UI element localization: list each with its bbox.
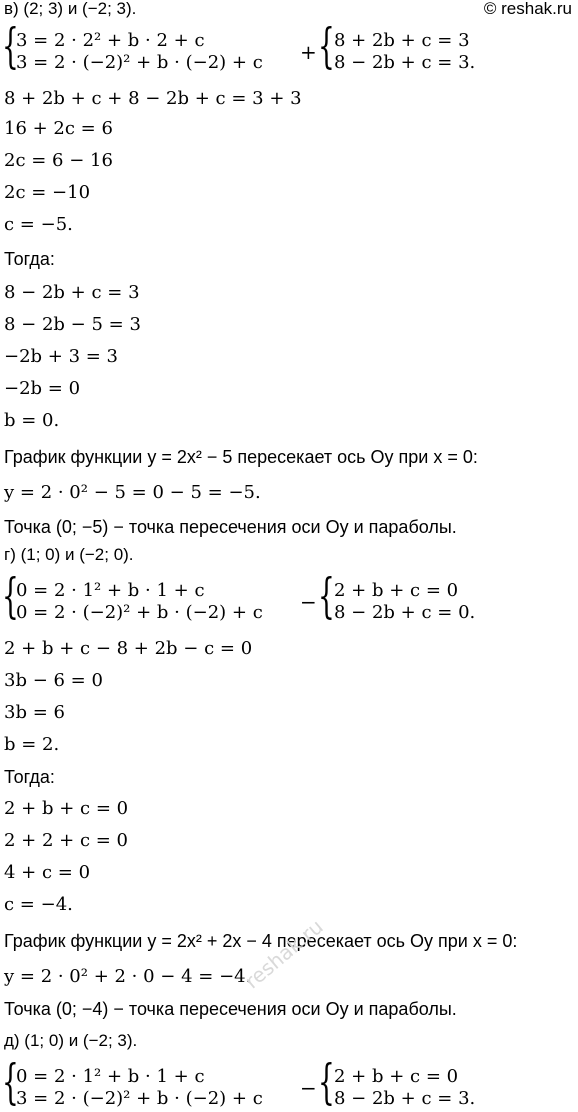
section-g-step2-1: 2 + b + c = 0 bbox=[4, 798, 129, 819]
section-g-system1-eq1: 0 = 2 · 1² + b · 1 + c bbox=[16, 580, 205, 601]
section-g-system1-eq2: 0 = 2 · (−2)² + b · (−2) + c bbox=[16, 602, 263, 623]
section-d-system1-eq2: 3 = 2 · (−2)² + b · (−2) + c bbox=[16, 1088, 263, 1109]
section-g-brace-left: { bbox=[2, 568, 19, 624]
section-v-step-1: 8 + 2b + c + 8 − 2b + c = 3 + 3 bbox=[4, 88, 302, 109]
section-v-system2-eq1: 8 + 2b + c = 3 bbox=[334, 30, 470, 51]
section-v-system2-eq2: 8 − 2b + c = 3. bbox=[334, 52, 476, 73]
section-v-system1-eq2: 3 = 2 · (−2)² + b · (−2) + c bbox=[16, 52, 263, 73]
section-g-step2-2: 2 + 2 + c = 0 bbox=[4, 830, 129, 851]
section-v-point: Точка (0; −5) − точка пересечения оси Oy и параболы. bbox=[4, 517, 457, 537]
section-v-step-4: 2c = −10 bbox=[4, 182, 91, 203]
section-g-then: Тогда: bbox=[4, 767, 55, 787]
section-g-step-1: 2 + b + c − 8 + 2b − c = 0 bbox=[4, 638, 253, 659]
section-d-operation: − bbox=[300, 1076, 317, 1100]
section-g-step-2: 3b − 6 = 0 bbox=[4, 670, 103, 691]
section-v-system1-eq1: 3 = 2 · 2² + b · 2 + c bbox=[16, 30, 205, 51]
section-g-brace-right: { bbox=[318, 568, 335, 624]
section-v-calc: y = 2 · 0² − 5 = 0 − 5 = −5. bbox=[4, 482, 261, 503]
section-g-step-3: 3b = 6 bbox=[4, 702, 65, 723]
section-g-point: Точка (0; −4) − точка пересечения оси Oy и параболы. bbox=[4, 999, 457, 1019]
section-v-step-5: c = −5. bbox=[4, 214, 73, 235]
section-v-step-3: 2c = 6 − 16 bbox=[4, 150, 113, 171]
section-g-step2-4: c = −4. bbox=[4, 894, 73, 915]
section-g-system2-eq2: 8 − 2b + c = 0. bbox=[334, 602, 476, 623]
section-d-system1-eq1: 0 = 2 · 1² + b · 1 + c bbox=[16, 1066, 205, 1087]
copyright-label: © reshak.ru bbox=[483, 0, 572, 18]
section-g-header: г) (1; 0) и (−2; 0). bbox=[4, 545, 134, 564]
watermark: reshak.ru bbox=[240, 914, 328, 994]
section-g-system2-eq1: 2 + b + c = 0 bbox=[334, 580, 459, 601]
section-d-system2-eq1: 2 + b + c = 0 bbox=[334, 1066, 459, 1087]
section-v-step2-3: −2b + 3 = 3 bbox=[4, 346, 119, 367]
section-v-then: Тогда: bbox=[4, 249, 55, 269]
section-v-brace-right: { bbox=[318, 18, 335, 74]
section-v-step2-5: b = 0. bbox=[4, 410, 60, 431]
section-v-brace-left: { bbox=[2, 18, 19, 74]
section-g-calc: y = 2 · 0² + 2 · 0 − 4 = −4. bbox=[4, 966, 252, 987]
section-d-brace-right: { bbox=[318, 1054, 335, 1110]
section-v-step-2: 16 + 2c = 6 bbox=[4, 118, 113, 139]
section-v-step2-2: 8 − 2b − 5 = 3 bbox=[4, 314, 141, 335]
section-g-step2-3: 4 + c = 0 bbox=[4, 862, 91, 883]
section-v-header: в) (2; 3) и (−2; 3). bbox=[4, 0, 137, 18]
section-v-step2-1: 8 − 2b + c = 3 bbox=[4, 282, 140, 303]
section-g-operation: − bbox=[300, 590, 317, 614]
section-v-operation: + bbox=[300, 40, 317, 64]
section-g-graph-text: График функции y = 2x² + 2x − 4 пересекает ось Oy при x = 0: bbox=[4, 931, 518, 951]
section-v-graph-text: График функции y = 2x² − 5 пересекает ось Oy при x = 0: bbox=[4, 447, 478, 467]
section-v-step2-4: −2b = 0 bbox=[4, 378, 81, 399]
section-d-brace-left: { bbox=[2, 1054, 19, 1110]
section-d-system2-eq2: 8 − 2b + c = 3. bbox=[334, 1088, 476, 1109]
section-d-header: д) (1; 0) и (−2; 3). bbox=[4, 1031, 138, 1050]
section-g-step-4: b = 2. bbox=[4, 734, 60, 755]
